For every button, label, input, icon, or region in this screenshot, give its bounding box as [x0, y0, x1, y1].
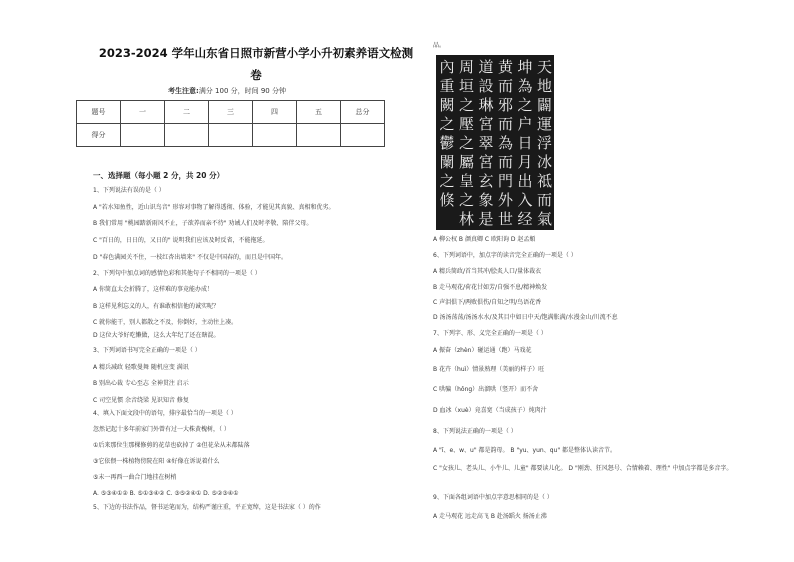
- calligraphy-char: 黄: [497, 58, 513, 76]
- calligraphy-char: 象: [478, 191, 494, 209]
- calligraphy-char: 而: [497, 115, 513, 133]
- question-line: ③它依偎一株植物傍院在阳 ④好像在诉说着什么: [93, 458, 220, 465]
- exam-title-line1: 2023-2024 学年山东省日照市新营小学小升初素养语文检测: [98, 46, 414, 60]
- question-line: 8、下列说法正确的一项是（ ）: [433, 428, 517, 435]
- notice-text: 满分 100 分，时间 90 分钟: [198, 87, 286, 95]
- section-heading: 一、选择题（每小题 2 分，共 20 分）: [93, 171, 225, 180]
- question-line: B 这样见利忘义的人，有谁敢相信他的诚实呢？: [93, 303, 220, 310]
- calligraphy-char: 為: [517, 77, 533, 95]
- calligraphy-char: 倏: [439, 191, 455, 209]
- calligraphy-char: 之: [458, 96, 474, 114]
- calligraphy-char: 邪: [497, 96, 513, 114]
- question-line: C "女孩儿、老头儿、小牛儿、儿童" 都要读儿化。 D "刚劲、狂风怒号、合情赖着、理性" 中加点字都是多音字。: [433, 465, 733, 472]
- calligraphy-char: 琳: [478, 96, 494, 114]
- calligraphy-char: 地: [536, 77, 552, 95]
- calligraphy-char: 闌: [439, 153, 455, 171]
- question-line: C 就你能干，别人都散之不及，你倒好，主动往上凑。: [93, 319, 238, 326]
- score-row-label: 得分: [77, 124, 121, 147]
- calligraphy-char: 闕: [439, 96, 455, 114]
- score-header-cell: 四: [253, 101, 297, 124]
- calligraphy-char: 浮: [536, 134, 552, 152]
- calligraphy-char: 之: [458, 134, 474, 152]
- calligraphy-char: 出: [517, 172, 533, 190]
- question-line: D 这位大爷好吃懒做，这么大年纪了还在瞎混。: [93, 332, 220, 339]
- calligraphy-char: 闢: [536, 96, 552, 114]
- score-header-cell: 二: [165, 101, 209, 124]
- calligraphy-char: 周: [458, 58, 474, 76]
- notice-label: 考生注意:: [168, 87, 199, 95]
- question-line: 5、下边的书法作品，督书运笔而为，结构严谨庄重，平正宽绰，这是书法家（ ）的作: [93, 504, 321, 511]
- score-input-cell[interactable]: [121, 124, 165, 147]
- question-line: A 振奋（zhèn）碰运通（跑）马戏花: [433, 347, 532, 354]
- calligraphy-char: 垣: [458, 77, 474, 95]
- calligraphy-char: 玄: [478, 172, 494, 190]
- calligraphy-char: 門: [497, 172, 513, 190]
- calligraphy-char: 日: [517, 134, 533, 152]
- score-input-cell[interactable]: [297, 124, 341, 147]
- score-header-cell: 三: [209, 101, 253, 124]
- question-line: A 精兵简政/首当其冲/脍炙人口/量体裁衣: [433, 268, 542, 275]
- question-line: B 别出心裁 专心至志 全神贯注 启示: [93, 380, 189, 387]
- question-line: 7、下列字、形、义完全正确的一项是（ ）: [433, 330, 547, 337]
- calligraphy-char: 林: [458, 210, 474, 228]
- question-line: ⑤末一再西一曲合门地挂在树梢: [93, 474, 177, 481]
- question-line: A "ī、e、w、u" 都是韵母。 B "yu、yun、qu" 都是整体认读音节。: [433, 447, 616, 454]
- question-line: ①后来那位生那棵修剪的花草也砍掉了 ②但花朵从未都陆落: [93, 442, 250, 449]
- calligraphy-char: 之: [517, 96, 533, 114]
- question-line: C 司空见惯 余音绕梁 见识知音 修复: [93, 397, 189, 404]
- calligraphy-char: 坤: [517, 58, 533, 76]
- calligraphy-char: 天: [536, 58, 552, 76]
- question-line: A 你简直太会折腾了，这样难的事竟能办成！: [93, 286, 214, 293]
- calligraphy-char: 道: [478, 58, 494, 76]
- question-line: B 走马观花/荷花甘如芳/自强不息/精神焕发: [433, 284, 548, 291]
- score-header-cell: 五: [297, 101, 341, 124]
- question-line: A. ⑤③④①② B. ⑤①③④② C. ③⑤②④① D. ⑤②③④①: [93, 490, 239, 497]
- calligraphy-char: 之: [439, 115, 455, 133]
- question-line: A 柳公权 B 颜真卿 C 欧阳询 D 赵孟頫: [433, 236, 536, 243]
- score-header-cell: 题号: [77, 101, 121, 124]
- score-header-cell: 总分: [341, 101, 385, 124]
- calligraphy-char: 為: [497, 134, 513, 152]
- calligraphy-char: 壓: [458, 115, 474, 133]
- calligraphy-char: 設: [478, 77, 494, 95]
- question-line: 1、下列说法有误的是（ ）: [93, 187, 165, 194]
- calligraphy-char: 運: [536, 115, 552, 133]
- score-table: [76, 100, 385, 147]
- calligraphy-char: 世: [497, 210, 513, 228]
- question-line: D "春色满园关不住，一枝红杏出墙来" 不仅是中国春的，而且是中国年。: [93, 254, 287, 261]
- calligraphy-char: 屬: [458, 153, 474, 171]
- calligraphy-char: 冰: [536, 153, 552, 171]
- calligraphy-char: 重: [439, 77, 455, 95]
- score-input-cell[interactable]: [253, 124, 297, 147]
- question-line: C 声泪俱下/两败俱伤/自知之明/鸟语花香: [433, 299, 542, 306]
- calligraphy-char: 外: [497, 191, 513, 209]
- question-line: A "若水知鱼性，近山识鸟音" 形容对事物了解得透彻、体验，才能见其真貌、真相和优劣。: [93, 204, 335, 211]
- calligraphy-char: 祗: [536, 172, 552, 190]
- calligraphy-char: 內: [439, 58, 455, 76]
- question-line: 2、下列句中加点词的感情色彩和其他句子不相同的一项是（ ）: [93, 270, 261, 277]
- exam-notice: [168, 86, 286, 96]
- calligraphy-char: 宮: [478, 115, 494, 133]
- calligraphy-char: 是: [478, 210, 494, 228]
- question-line: B 我们常用 "桃园踏新雨风不止，子欲养而亲不待" 劝诫人们及时孝敬、陪伴父母。: [93, 220, 313, 227]
- calligraphy-char: 氣: [536, 210, 552, 228]
- exam-title: [86, 42, 426, 86]
- question-line: 4、填入下面文段中的语句，排序最恰当的一项是（ ）: [93, 410, 237, 417]
- calligraphy-char: 户: [517, 115, 533, 133]
- calligraphy-char: 之: [458, 191, 474, 209]
- question-line: D 汤汤荡荡/汤汤水水/及其目中如日中天/饱满胀满/水漫金山/川流不息: [433, 314, 618, 321]
- question-line: 3、下列词语书写完全正确的一项是（ ）: [93, 347, 201, 354]
- question-line: A 走马观花 远走高飞 B 赴汤蹈火 扬汤止沸: [433, 513, 547, 520]
- calligraphy-char: 经: [517, 210, 533, 228]
- question-line: D 血冰（xuè）竟喜宽（当成孩子）炖肉汁: [433, 407, 547, 414]
- calligraphy-char: 鬱: [439, 134, 455, 152]
- calligraphy-artwork: [436, 55, 554, 230]
- score-input-cell[interactable]: [209, 124, 253, 147]
- question-line: A 精兵减政 轻歌曼舞 随机应变 满讯: [93, 364, 189, 371]
- question-line: 6、下列词语中，加点字的读音完全正确的一项是（ ）: [433, 252, 577, 259]
- calligraphy-char: 而: [536, 191, 552, 209]
- question-line: 9、下面各组词语中加点字意思相同的是（ ）: [433, 494, 553, 501]
- score-header-cell: 一: [121, 101, 165, 124]
- question-line: 忽然记起十多年前家门外曾有过一大株黄槐树，（ ）: [93, 426, 230, 433]
- calligraphy-char: 月: [517, 153, 533, 171]
- score-input-cell[interactable]: [165, 124, 209, 147]
- score-table-score-row: [77, 124, 385, 147]
- calligraphy-char: 而: [497, 77, 513, 95]
- calligraphy-char: 入: [517, 191, 533, 209]
- calligraphy-char: 而: [497, 153, 513, 171]
- score-table-header-row: [77, 101, 385, 124]
- calligraphy-char: 宮: [478, 153, 494, 171]
- score-input-cell[interactable]: [341, 124, 385, 147]
- calligraphy-char: 皇: [458, 172, 474, 190]
- question-line: C 哄骗（hǒng）出溜哄（竖开）而不舍: [433, 386, 539, 393]
- exam-title-line2: 卷: [250, 68, 262, 82]
- question-line: B 花卉（huì）情景熟理（美丽的样子）旺: [433, 366, 545, 373]
- calligraphy-char: 之: [439, 172, 455, 190]
- calligraphy-char: 翠: [478, 134, 494, 152]
- question-line: 品。: [433, 42, 446, 49]
- question-line: C "百日的，日日的，又日的" 说明我们应该及时反省，不能拖延。: [93, 237, 269, 244]
